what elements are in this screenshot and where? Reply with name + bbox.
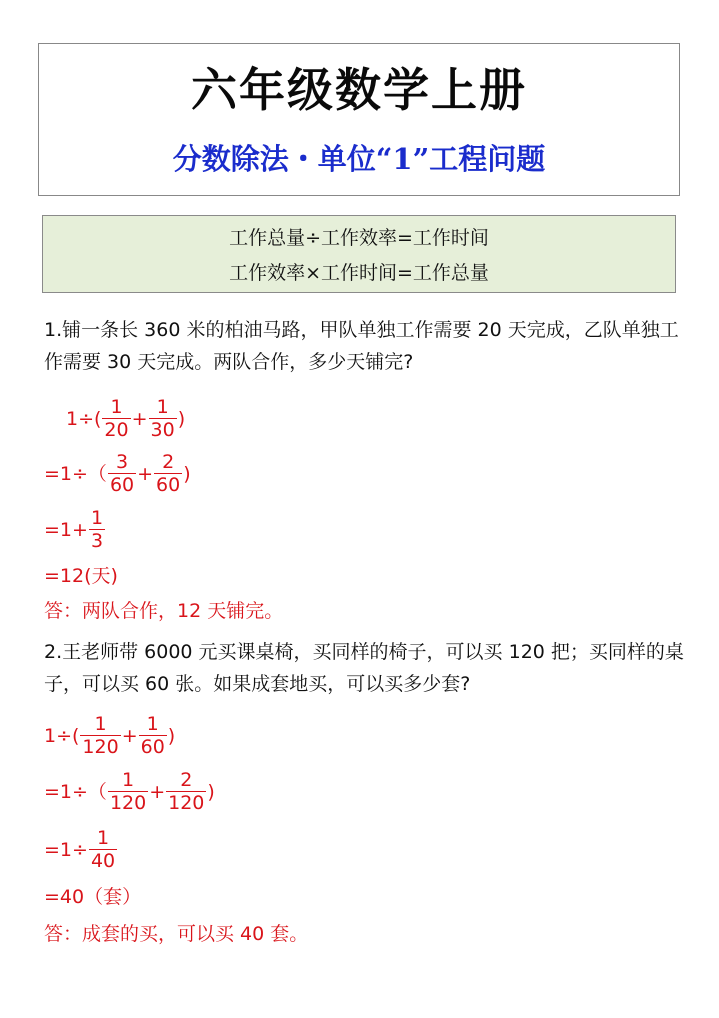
step-operator: + xyxy=(137,462,154,485)
fraction xyxy=(154,451,182,496)
step-suffix: ) xyxy=(207,780,215,803)
step-suffix: ) xyxy=(177,407,186,430)
step-suffix: ) xyxy=(183,462,191,485)
fraction-denominator: 120 xyxy=(109,792,147,814)
fraction xyxy=(102,396,130,441)
fraction xyxy=(89,827,117,872)
step-prefix: =1÷（ xyxy=(44,780,107,803)
problem-2-answer: 答：成套的买，可以买 40 套。 xyxy=(44,923,309,945)
problem-2-step-3 xyxy=(44,827,118,872)
fraction-numerator: 2 xyxy=(166,769,206,792)
step-prefix: =1÷（ xyxy=(44,462,107,485)
problem-1-step-3 xyxy=(44,507,106,552)
fraction-numerator: 1 xyxy=(90,507,104,529)
fraction-denominator: 3 xyxy=(90,530,104,552)
fraction-denominator: 120 xyxy=(82,736,119,758)
fraction-denominator: 40 xyxy=(90,850,116,872)
step-operator: + xyxy=(121,724,138,747)
step-prefix: 1÷( xyxy=(44,724,80,747)
problem-2-text: 2.王老师带 6000 元买课桌椅，买同样的椅子，可以买 120 把；买同样的桌子，可以买 60 张。如果成套地买，可以买多少套? xyxy=(44,641,684,695)
fraction-numerator: 1 xyxy=(149,396,177,419)
fraction xyxy=(108,451,136,496)
fraction-denominator: 120 xyxy=(168,792,205,814)
page-subtitle: 分数除法・单位“1”工程问题 xyxy=(172,142,546,176)
fraction-numerator: 1 xyxy=(80,713,120,736)
step-prefix: =1+ xyxy=(44,518,88,541)
problem-2-result: =40（套） xyxy=(44,886,142,908)
problem-1-step-2 xyxy=(44,451,191,496)
fraction xyxy=(89,507,105,552)
fraction-denominator: 20 xyxy=(104,419,129,441)
formula-total: 工作效率×工作时间=工作总量 xyxy=(229,262,489,284)
fraction-denominator: 30 xyxy=(150,419,175,441)
problem-2-step-1 xyxy=(44,713,175,758)
fraction-numerator: 1 xyxy=(102,396,130,419)
problem-1-step-1 xyxy=(66,396,185,441)
title-box xyxy=(38,43,680,196)
step-suffix: ) xyxy=(167,724,176,747)
fraction xyxy=(139,713,167,758)
fraction xyxy=(108,769,148,814)
formula-box xyxy=(42,215,676,293)
page-title: 六年级数学上册 xyxy=(191,63,527,117)
problem-1-answer: 答：两队合作，12 天铺完。 xyxy=(44,600,284,622)
step-operator: + xyxy=(131,407,148,430)
problem-1-text: 1.铺一条长 360 米的柏油马路，甲队单独工作需要 20 天完成，乙队单独工作需要 30 天完成。两队合作，多少天铺完? xyxy=(44,319,679,373)
step-prefix: 1÷( xyxy=(66,407,102,430)
problem-1-result: =12(天) xyxy=(44,565,118,587)
formula-time: 工作总量÷工作效率=工作时间 xyxy=(229,227,489,249)
fraction-numerator: 2 xyxy=(154,451,182,474)
fraction xyxy=(149,396,177,441)
fraction-numerator: 1 xyxy=(139,713,167,736)
fraction xyxy=(80,713,120,758)
fraction-denominator: 60 xyxy=(109,474,135,496)
step-prefix: =1÷ xyxy=(44,838,88,861)
fraction-numerator: 1 xyxy=(108,769,148,792)
fraction-denominator: 60 xyxy=(140,736,165,758)
fraction xyxy=(166,769,206,814)
fraction-numerator: 1 xyxy=(89,827,117,850)
fraction-denominator: 60 xyxy=(156,474,181,496)
fraction-numerator: 3 xyxy=(108,451,136,474)
step-operator: + xyxy=(149,780,166,803)
problem-2-step-2 xyxy=(44,769,215,814)
